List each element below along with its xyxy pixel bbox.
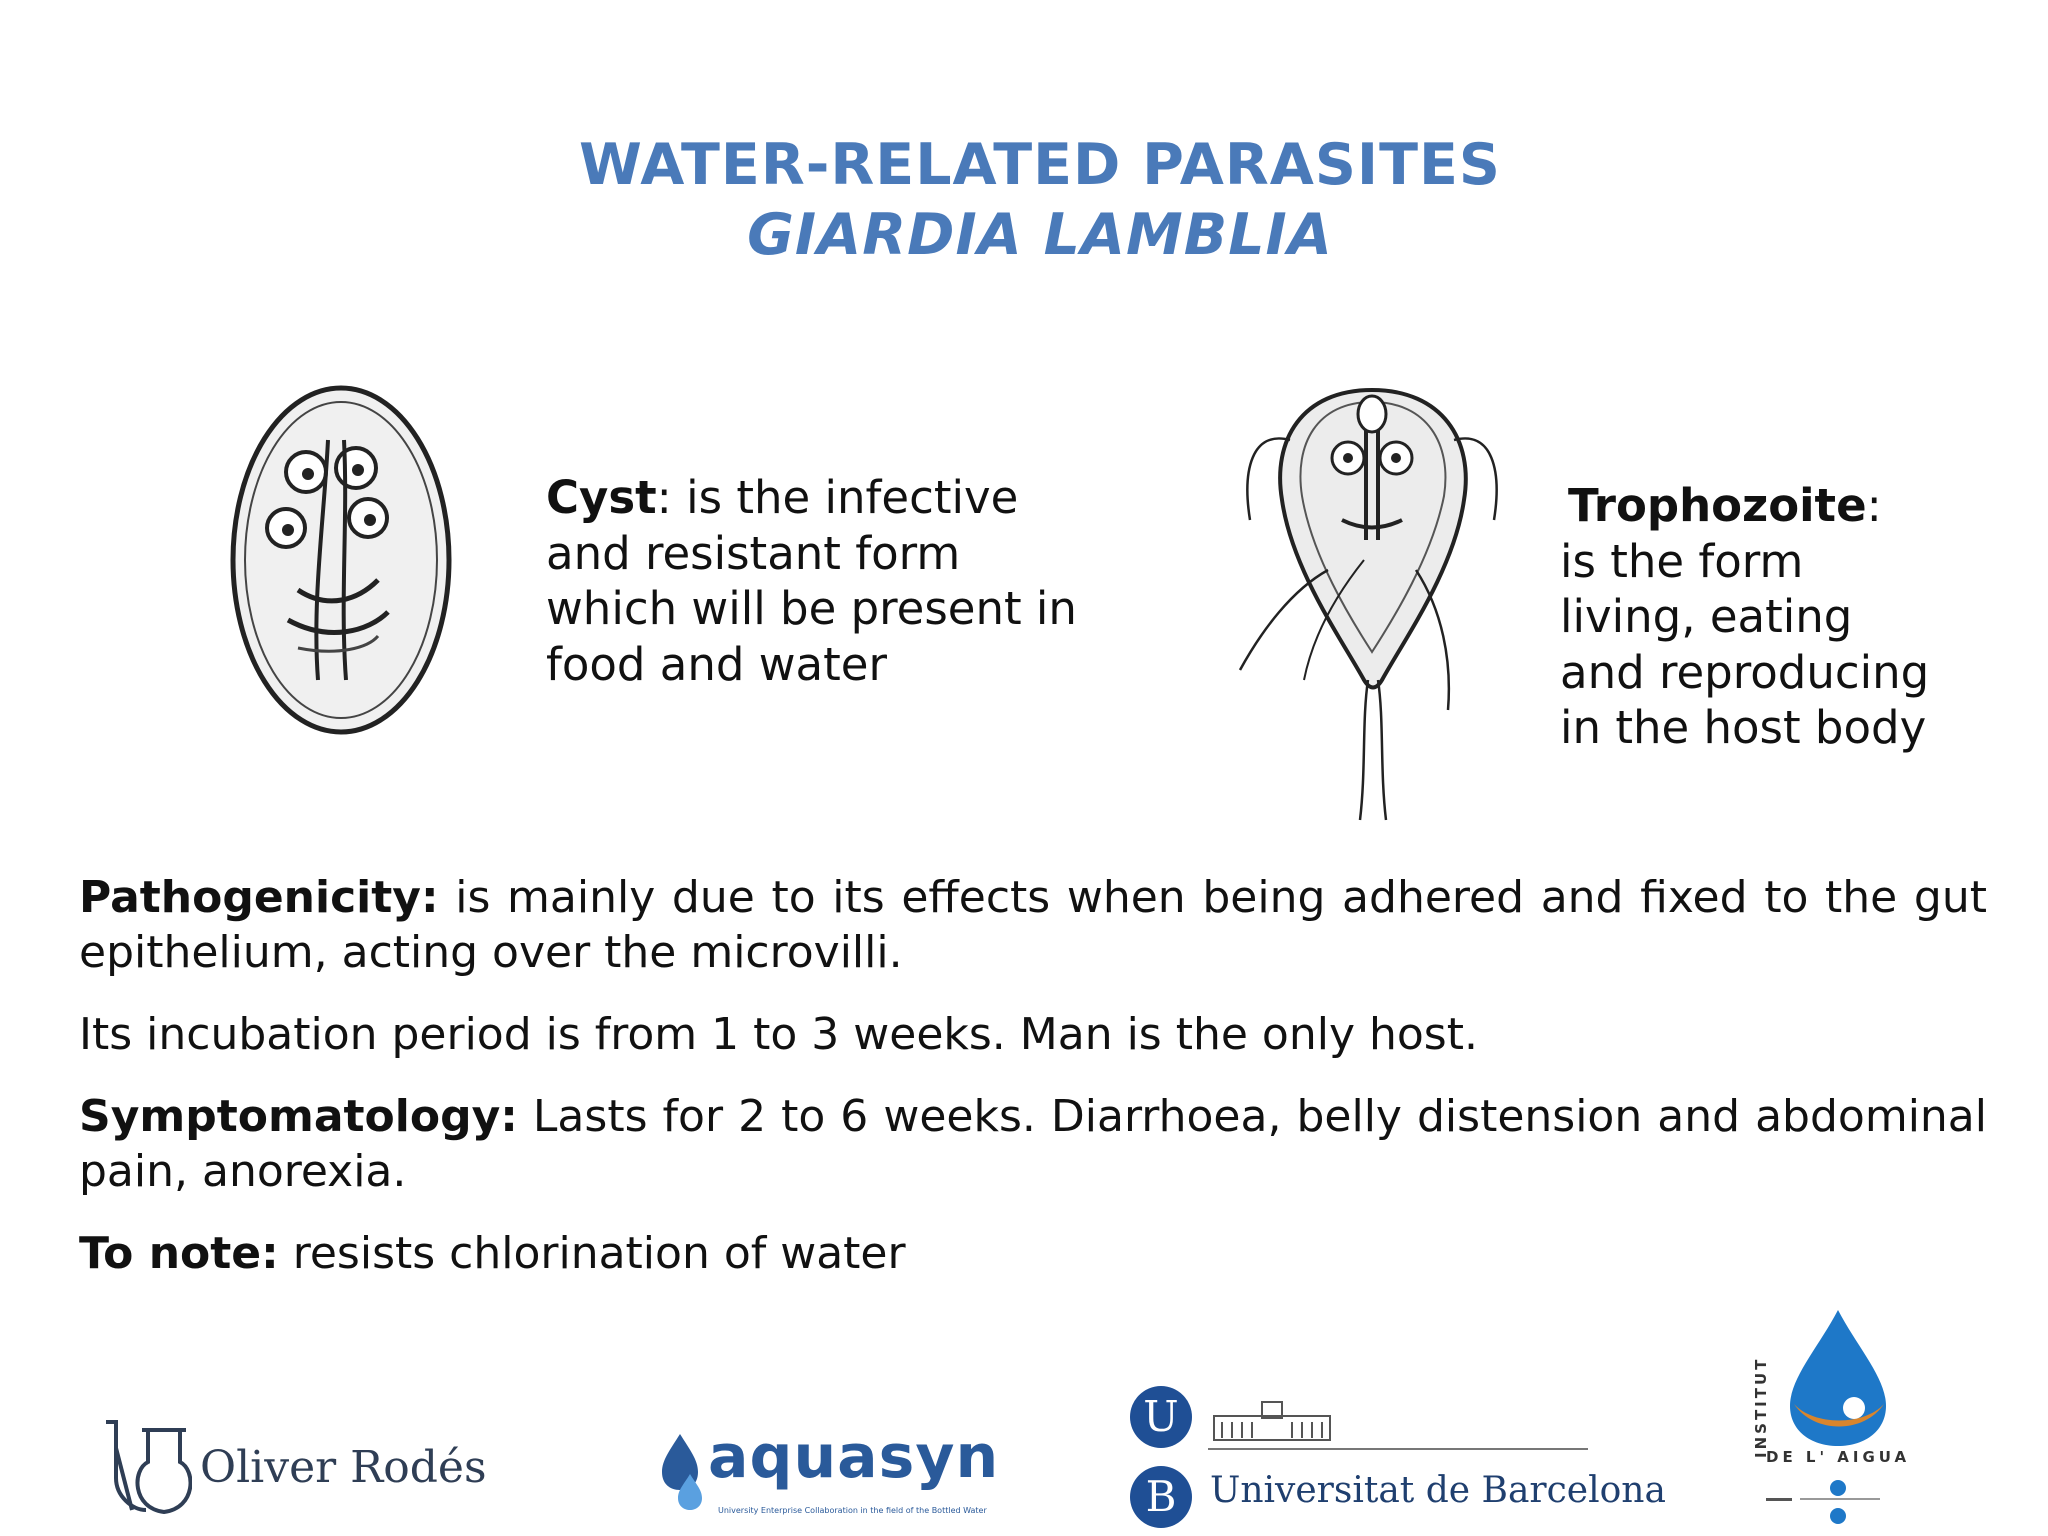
aigua-footer-mark (1766, 1476, 1886, 1526)
water-drop-eye-icon (1774, 1308, 1914, 1448)
flask-icon (102, 1418, 192, 1518)
slide-title (0, 130, 2048, 270)
cyst-term: Cyst (546, 471, 657, 524)
body-text (79, 870, 1987, 1308)
tropho-line-2: is the form (1560, 534, 1804, 588)
aigua-wordmark: DE L' AIGUA (1766, 1448, 1911, 1466)
tropho-line-3: living, eating (1560, 590, 1853, 643)
cyst-line-3: which will be present in (546, 582, 1077, 635)
aquasyn-wordmark: aquasyn (708, 1422, 1000, 1492)
building-icon (1212, 1398, 1332, 1442)
oliver-rodes-wordmark: Oliver Rodés (200, 1442, 487, 1493)
aquasyn-tagline: University Enterprise Collaboration in the field of the Bottled Water (718, 1506, 987, 1515)
cyst-line-2: and resistant form (546, 526, 961, 580)
universitat-de-barcelona-logo (1130, 1386, 1666, 1536)
cyst-line-1: Cyst: is the infective (546, 471, 1019, 524)
trophozoite-illustration (1232, 380, 1512, 825)
pathogenicity-paragraph: Pathogenicity: is mainly due to its effects when being adhered and fixed to the gut epithelium, acting over the microvilli. (79, 872, 1987, 978)
water-drop-icon (660, 1430, 710, 1520)
tropho-line-5: in the host body (1560, 701, 1927, 754)
title-main: WATER-RELATED PARASITES (579, 132, 1501, 198)
title-species: GIARDIA LAMBLIA (747, 202, 1333, 268)
ub-b-badge: B (1130, 1466, 1192, 1528)
oliver-rodes-logo (102, 1418, 487, 1518)
trophozoite-description (1560, 478, 2020, 756)
trophozoite-term: Trophozoite (1568, 479, 1867, 532)
aquasyn-logo (660, 1420, 1038, 1530)
cyst-description (546, 470, 1106, 692)
note-paragraph: To note: resists chlorination of water (79, 1228, 906, 1279)
tropho-line-1: Trophozoite: (1568, 479, 1882, 532)
ub-wordmark: Universitat de Barcelona (1210, 1470, 1666, 1511)
tropho-line-4: and reproducing (1560, 645, 1930, 699)
ub-u-badge: U (1130, 1386, 1192, 1448)
incubation-paragraph: Its incubation period is from 1 to 3 weeks. Man is the only host. (79, 1009, 1478, 1060)
ub-divider (1208, 1448, 1588, 1450)
cyst-line-4: food and water (546, 637, 887, 691)
aigua-vertical-text: INSTITUT (1752, 1356, 1770, 1458)
institut-de-laigua-logo (1752, 1308, 1932, 1536)
cyst-illustration (228, 380, 454, 740)
symptomatology-paragraph: Symptomatology: Lasts for 2 to 6 weeks. Diarrhoea, belly distension and abdominal pain, anorexia. (79, 1091, 1987, 1197)
